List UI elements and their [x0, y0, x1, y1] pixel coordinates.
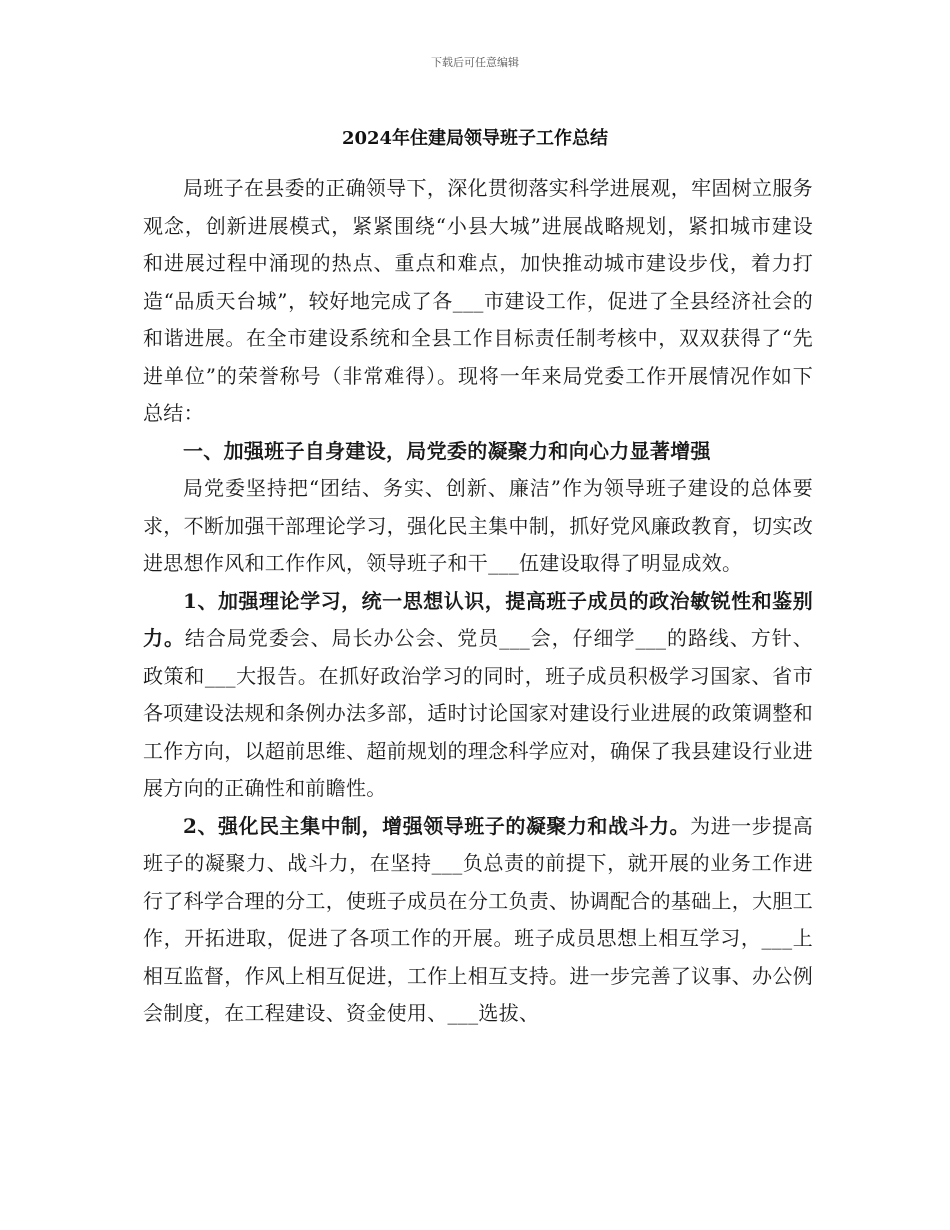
section-heading-1: 一、加强班子自身建设，局党委的凝聚力和向心力显著增强 [183, 438, 711, 463]
document-body [143, 170, 813, 1033]
item-2-text: 为进一步提高班子的凝聚力、战斗力，在坚持___负总责的前提下，就开展的业务工作进行了科学合理的分工，使班子成员在分工负责、协调配合的基础上，大胆工作，开拓进取，促进了各项工作的开展。班子成员思想上相互学习，___上相互监督，作风上相互促进，工作上相互支持。进一步完善了议事、办公例会制度，在工程建设、资金使用、___选拔、 [143, 813, 813, 1025]
paragraph-section-1: 局党委坚持把“团结、务实、创新、廉洁”作为领导班子建设的总体要求，不断加强干部理论学习，强化民主集中制，抓好党风廉政教育，切实改进思想作风和工作作风，领导班子和干___伍建设取得了明显成效。 [143, 476, 813, 575]
item-2-heading: 2、强化民主集中制，增强领导班子的凝聚力和战斗力。 [183, 813, 691, 838]
item-1-text: 结合局党委会、局长办公会、党员___会，仔细学___的路线、方针、政策和___大报告。在抓好政治学习的同时，班子成员积极学习国家、省市各项建设法规和条例办法多部，适时讨论国家对建设行业进展的政策调整和工作方向，以超前思维、超前规划的理念科学应对，确保了我县建设行业进展方向的正确性和前瞻性。 [143, 626, 813, 800]
paragraph-item-1 [143, 583, 813, 808]
header-note: 下载后可任意编辑 [431, 56, 519, 69]
item-1-heading: 1、加强理论学习，统一思想认识，提高班子成员的政治敏锐性和鉴别力。 [143, 588, 813, 650]
page-title: 2024年住建局领导班子工作总结 [341, 128, 609, 149]
paragraph-item-2 [143, 808, 813, 1033]
paragraph-intro: 局班子在县委的正确领导下，深化贯彻落实科学进展观，牢固树立服务观念，创新进展模式，紧紧围绕“小县大城”进展战略规划，紧扣城市建设和进展过程中涌现的热点、重点和难点，加快推动城市建设步伐，着力打造“品质天台城”，较好地完成了各___市建设工作，促进了全县经济社会的和谐进展。在全市建设系统和全县工作目标责任制考核中，双双获得了“先进单位”的荣誉称号（非常难得）。现将一年来局党委工作开展情况作如下总结： [143, 176, 813, 425]
